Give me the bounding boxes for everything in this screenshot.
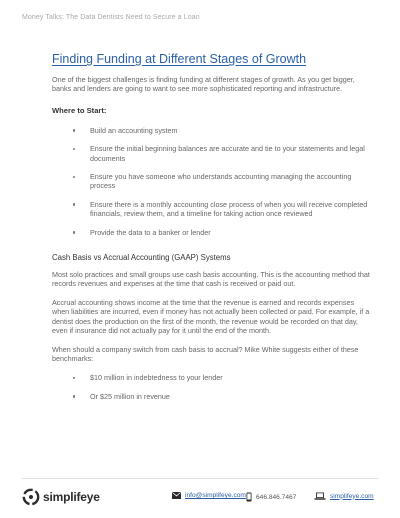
list-item-text: Build an accounting system <box>90 125 178 135</box>
cash-vs-accrual-heading: Cash Basis vs Accrual Accounting (GAAP) Systems <box>52 253 231 263</box>
accrual-paragraph: Accrual accounting shows income at the time that the revenue is earned and records expenses when liabilities are incurred, even if money has not actually been collected or paid. For example, if a dentist does the production on the first of the month, the revenue would be recorded on that day, even if insurance did not actually pay for it until the end of the month. <box>52 297 370 336</box>
intro-paragraph: One of the biggest challenges is finding funding at different stages of growth. As you get bigger, banks and lenders are going to want to see more sophisticated reporting and infrastructure. <box>52 75 355 94</box>
cash-basis-paragraph: Most solo practices and small groups use cash basis accounting. This is the accounting method that records revenues and expenses at the time that cash is received or paid out. <box>52 270 370 289</box>
website-link[interactable]: simplifeye.com <box>330 492 374 500</box>
footer <box>22 485 378 509</box>
list-item-text: Or $25 million in revenue <box>90 391 170 401</box>
email-link[interactable]: info@simplifeye.com <box>185 492 246 499</box>
list-item-text: Ensure there is a monthly accounting close process of when you will receive completed financials, review them, and a timeline for taking action once reviewed <box>90 199 368 219</box>
list-item <box>73 373 372 382</box>
phone-contact <box>246 492 296 502</box>
list-item <box>73 172 372 191</box>
bullet-icon <box>73 148 75 150</box>
list-item <box>73 126 372 135</box>
section-title: Finding Funding at Different Stages of Growth <box>52 52 307 66</box>
envelope-icon <box>172 492 181 499</box>
bullet-icon <box>73 203 75 205</box>
running-header: Money Talks: The Data Dentists Need to Secure a Loan <box>22 14 200 21</box>
bullet-icon <box>73 377 75 379</box>
phone-number: 646.846.7467 <box>256 493 297 501</box>
simplifeye-logo-icon <box>22 488 40 506</box>
email-contact[interactable] <box>172 492 246 499</box>
list-item <box>73 392 372 401</box>
bullet-icon <box>73 395 75 397</box>
where-to-start-heading: Where to Start: <box>52 105 107 115</box>
main-content <box>52 52 372 410</box>
bullet-icon <box>73 231 75 233</box>
bullet-icon <box>73 129 75 131</box>
mobile-phone-icon <box>246 492 252 502</box>
brand-name: simplifeye <box>43 490 100 504</box>
where-to-start-list <box>73 126 372 237</box>
footer-divider <box>22 478 378 479</box>
list-item <box>73 228 372 237</box>
list-item-text: $10 million in indebtedness to your lender <box>90 373 223 383</box>
bullet-icon <box>73 176 75 178</box>
website-contact[interactable] <box>314 492 374 500</box>
list-item-text: Provide the data to a banker or lender <box>90 227 211 237</box>
benchmarks-list <box>73 373 372 401</box>
list-item-text: Ensure the initial beginning balances are accurate and tie to your statements and legal documents <box>90 144 365 163</box>
list-item-text: Ensure you have someone who understands accounting managing the accounting process <box>90 172 352 191</box>
list-item <box>73 144 372 163</box>
list-item <box>73 200 372 219</box>
laptop-icon <box>314 492 326 500</box>
brand-logo[interactable] <box>22 487 100 507</box>
switch-question-paragraph: When should a company switch from cash basis to accrual? Mike White suggests either of these benchmarks: <box>52 344 359 363</box>
